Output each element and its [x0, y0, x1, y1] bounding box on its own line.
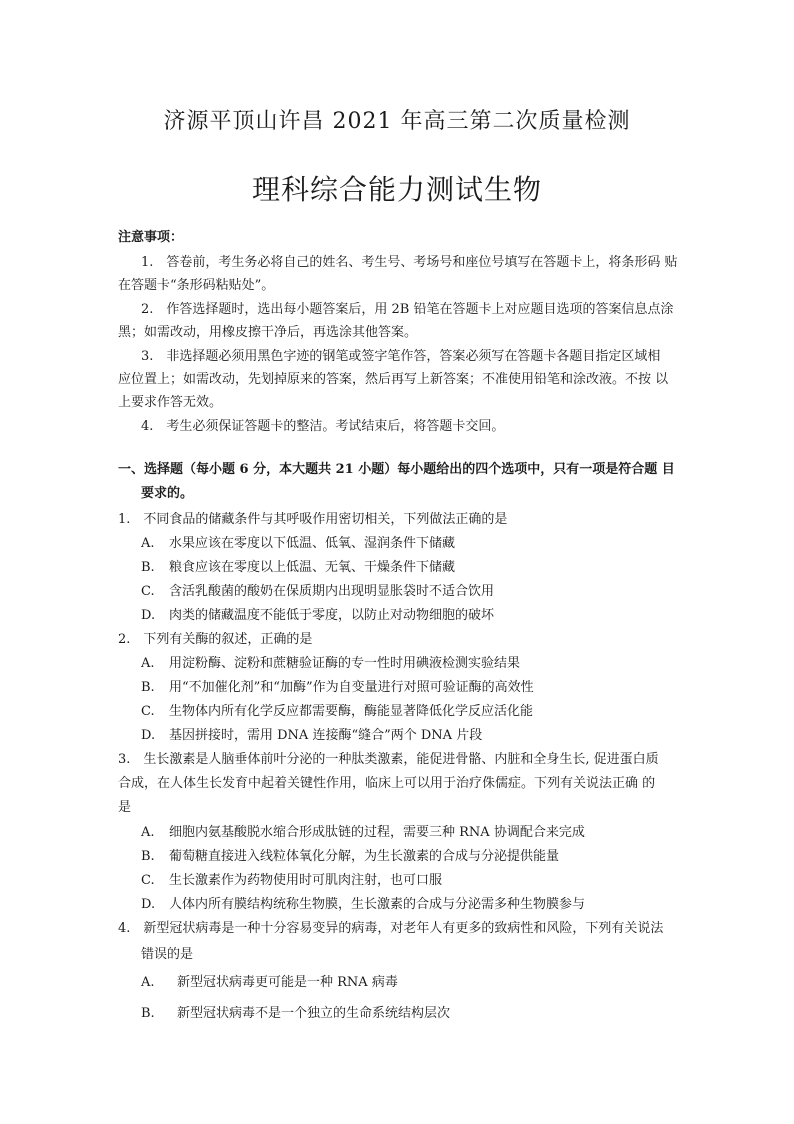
notice-item-4-line-1: 4. 考生必须保证答题卡的整洁。考试结束后，将答题卡交回。 — [141, 419, 505, 434]
question-2-stem: 2. 下列有关酶的叙述，正确的是 — [118, 632, 313, 647]
option-text: 水果应该在零度以下低温、低氧、湿润条件下储藏 — [169, 536, 456, 551]
question-3-stem-line-1: 3. 生长激素是人脑垂体前叶分泌的一种肽类激素，能促进骨骼、内脏和全身生长, 促进蛋白质 — [118, 752, 659, 767]
option-text: 肉类的储藏温度不能低于零度，以防止对动物细胞的破坏 — [169, 608, 495, 623]
question-3-stem-line-3: 是 — [118, 800, 132, 815]
notice-item-1-line-1: 1. 答卷前，考生务必将自己的姓名、考生号、考场号和座位号填写在答题卡上，将条形码 贴 — [141, 255, 678, 270]
option-label: C. — [141, 704, 155, 719]
question-1-stem: 1. 不同食品的储藏条件与其呼吸作用密切相关，下列做法正确的是 — [118, 512, 508, 527]
option-text: 用“不加催化剂”和“加酶”作为自变量进行对照可验证酶的高效性 — [169, 680, 534, 695]
question-3-option-b — [141, 849, 559, 865]
question-3-option-a — [141, 825, 585, 841]
option-label: C. — [141, 584, 155, 599]
option-label: D. — [141, 608, 156, 623]
question-3-option-d — [141, 897, 585, 913]
option-text: 粮食应该在零度以上低温、无氧、干燥条件下储藏 — [169, 560, 456, 575]
section-heading-line-2: 要求的。 — [141, 486, 194, 501]
question-3-option-c — [141, 873, 442, 889]
exam-title: 济源平顶山许昌 2021 年高三第二次质量检测 — [163, 109, 631, 134]
notice-item-2-line-2: 黑；如需改动，用橡皮擦干净后，再选涂其他答案。 — [118, 325, 418, 340]
option-text: 葡萄糖直接进入线粒体氧化分解，为生长激素的合成与分泌提供能量 — [169, 849, 560, 864]
option-label: B. — [141, 560, 155, 575]
option-text: 生长激素作为药物使用时可肌肉注射，也可口服 — [169, 873, 443, 888]
option-label: B. — [141, 1006, 155, 1021]
question-2-option-c — [141, 704, 533, 720]
option-text: 生物体内所有化学反应都需要酶，酶能显著降低化学反应活化能 — [169, 704, 534, 719]
question-2-option-b — [141, 680, 534, 696]
question-4-option-a — [141, 975, 398, 991]
option-label: A. — [141, 536, 155, 551]
option-label: A. — [141, 975, 155, 990]
exam-subtitle: 理科综合能力测试生物 — [251, 173, 542, 206]
notice-item-3-line-1: 3. 非选择题必须用黑色字迹的钢笔或签字笔作答，答案必须写在答题卡各题目指定区域相 — [141, 349, 661, 364]
notice-item-1-line-2: 在答题卡“条形码粘贴处”。 — [118, 278, 275, 293]
question-1-option-d — [141, 608, 494, 624]
option-label: B. — [141, 680, 155, 695]
option-label: B. — [141, 849, 155, 864]
option-label: D. — [141, 897, 156, 912]
option-text: 细胞内氨基酸脱水缩合形成肽链的过程，需要三种 RNA 协调配合来完成 — [169, 825, 585, 840]
section-heading-line-1: 一、选择题（每小题 6 分，本大题共 21 小题）每小题给出的四个选项中，只有一项是符合题 目 — [118, 462, 675, 477]
option-text: 基因拼接时，需用 DNA 连接酶“缝合”两个 DNA 片段 — [169, 728, 483, 743]
question-4-stem-line-2: 错误的是 — [141, 947, 194, 962]
option-label: A. — [141, 656, 155, 671]
option-text: 用淀粉酶、淀粉和蔗糖验证酶的专一性时用碘液检测实验结果 — [169, 656, 521, 671]
question-4-option-b — [141, 1006, 450, 1022]
question-1-option-c — [141, 584, 494, 600]
option-text: 新型冠状病毒不是一个独立的生命系统结构层次 — [177, 1006, 451, 1021]
notice-heading: 注意事项： — [118, 230, 184, 245]
option-text: 人体内所有膜结构统称生物膜，生长激素的合成与分泌需多种生物膜参与 — [169, 897, 586, 912]
question-2-option-a — [141, 656, 520, 672]
notice-item-3-line-2: 应位置上；如需改动，先划掉原来的答案，然后再写上新答案；不准使用铅笔和涂改液。不按 以 — [118, 372, 669, 387]
option-label: D. — [141, 728, 156, 743]
question-1-option-b — [141, 560, 455, 576]
option-label: C. — [141, 873, 155, 888]
question-2-option-d — [141, 728, 482, 744]
option-label: A. — [141, 825, 155, 840]
question-1-option-a — [141, 536, 455, 552]
option-text: 新型冠状病毒更可能是一种 RNA 病毒 — [177, 975, 398, 990]
question-3-stem-line-2: 合成，在人体生长发育中起着关键性作用，临床上可以用于治疗侏儒症。下列有关说法正确 的 — [118, 776, 656, 791]
notice-item-2-line-1: 2. 作答选择题时，选出每小题答案后，用 2B 铅笔在答题卡上对应题目选项的答案信息点涂 — [141, 302, 674, 317]
option-text: 含活乳酸菌的酸奶在保质期内出现明显胀袋时不适合饮用 — [169, 584, 495, 599]
notice-item-3-line-3: 上要求作答无效。 — [118, 395, 223, 410]
question-4-stem-line-1: 4. 新型冠状病毒是一种十分容易变异的病毒，对老年人有更多的致病性和风险，下列有关说法 — [118, 921, 664, 936]
